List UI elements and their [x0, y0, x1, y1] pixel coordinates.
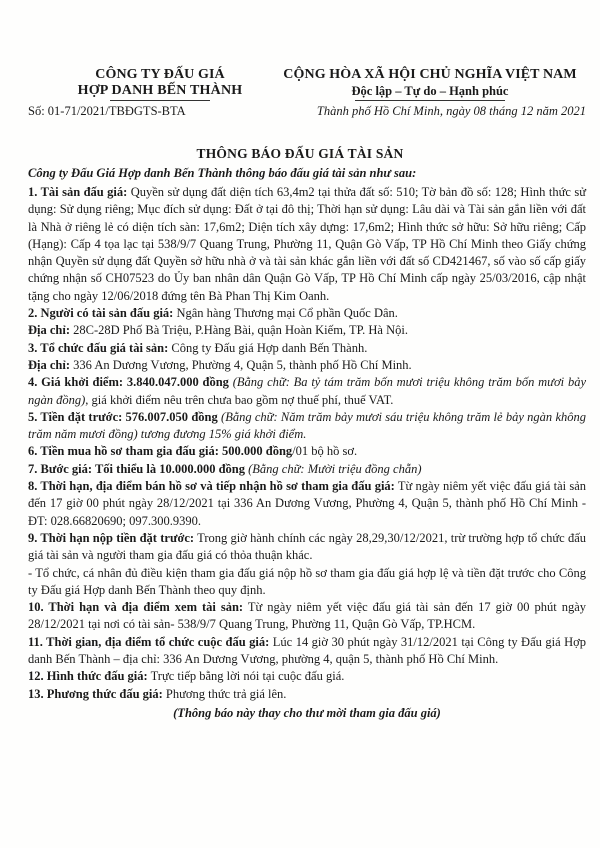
national-motto: Độc lập – Tự do – Hạnh phúc — [351, 84, 509, 98]
section-11-label: 11. Thời gian, địa điểm tổ chức cuộc đấu giá: — [28, 634, 270, 649]
section-5-words: (Bằng chữ: Năm trăm bảy mươi sáu triệu không trăm lẻ bảy ngàn không trăm năm mươi đồng) tương đương 15% giá khởi điểm. — [28, 409, 586, 442]
section-13-label: 13. Phương thức đấu giá: — [28, 686, 163, 701]
section-7-words: (Bằng chữ: Mười triệu đồng chẵn) — [245, 461, 422, 476]
section-2-label: 2. Người có tài sản đấu giá: — [28, 306, 174, 321]
notice-body — [28, 184, 586, 722]
section-7-bid-step — [28, 461, 586, 478]
section-6-label: 6. Tiền mua hồ sơ tham gia đấu giá: 500.000 đồng — [28, 444, 293, 459]
document-number: Số: 01-71/2021/TBĐGTS-BTA — [28, 104, 186, 118]
section-4-label: 4. Giá khởi điểm: 3.840.047.000 đồng — [28, 375, 229, 390]
section-1-asset — [28, 184, 586, 305]
place-and-date: Thành phố Hồ Chí Minh, ngày 08 tháng 12 năm 2021 — [316, 104, 586, 118]
section-2-owner — [28, 305, 586, 322]
footer-note: (Thông báo này thay cho thư mời tham gia đấu giá) — [173, 705, 441, 720]
section-4-starting-price — [28, 374, 586, 409]
section-5-label: 5. Tiền đặt trước: 576.007.050 đồng — [28, 409, 218, 424]
section-10-viewing — [28, 599, 586, 634]
section-1-label: 1. Tài sản đấu giá: — [28, 185, 128, 199]
section-3-address-text: 336 An Dương Vương, Phường 4, Quận 5, thành phố Hồ Chí Minh. — [70, 357, 412, 372]
organization-name-line1: CÔNG TY ĐẤU GIÁ — [95, 67, 225, 82]
section-9-text: Trong giờ hành chính các ngày 28,29,30/12/2021, trừ trường hợp tổ chức đấu giá tài sản và người tham gia đấu giá có thỏa thuận khác. — [28, 530, 587, 563]
organization-name-line2: HỢP DANH BẾN THÀNH — [77, 83, 243, 98]
section-1-text: Quyền sử dụng đất diện tích 63,4m2 tại thửa đất số: 510; Tờ bản đồ số: 128; Hình thức sử dụng: Sử dụng riêng; Mục đích sử dụng: Đất ở tại đô thị; Thời hạn sử dụng: Lâu dài và Tài sản gắn liền với đất là Nhà ở riêng lẻ có diện tích sàn: 17,6m2; Diện tích xây dựng: 17,6m2; Hình thức sở hữu: Sở hữu riêng; Cấp (Hạng): Cấp 4 tọa lạc tại 538/9/7 Quang Trung, Phường 11, Quận Gò Vấp, TP Hồ Chí Minh theo Giấy chứng nhận Quyền sử dụng đất Quyền sở hữu nhà ở và tài sản khác gắn liền với đất số CD421467, số vào số cấp giấy chứng nhận số CH07523 do Ủy ban nhân dân Quận Gò Vấp, TP Hồ Chí Minh cấp ngày 25/03/2016, cập nhật tặng cho ngày 12/06/2018 đứng tên Bà Phan Thị Kim Oanh. — [28, 185, 586, 303]
section-11-auction-venue — [28, 634, 586, 669]
section-3-organizer — [28, 340, 586, 357]
section-13-auction-method — [28, 686, 586, 703]
section-3-label: 3. Tổ chức đấu giá tài sản: — [28, 340, 169, 355]
section-3-text: Công ty Đấu giá Hợp danh Bến Thành. — [168, 340, 368, 355]
section-2-text: Ngân hàng Thương mại Cổ phần Quốc Dân. — [173, 306, 398, 321]
national-title: CỘNG HÒA XÃ HỘI CHỦ NGHĨA VIỆT NAM — [283, 67, 577, 82]
section-3-address — [28, 357, 586, 374]
section-5-deposit — [28, 409, 586, 444]
section-12-auction-form — [28, 668, 586, 685]
section-6-text: /01 bộ hồ sơ. — [292, 444, 358, 459]
section-4-text: , giá khởi điểm nêu trên chưa bao gồm nợ thuế phí, thuế VAT. — [85, 392, 394, 407]
section-8-label: 8. Thời hạn, địa điểm bán hồ sơ và tiếp nhận hồ sơ tham gia đấu giá: — [28, 479, 395, 494]
national-heading-block — [280, 66, 580, 101]
section-2-address-label: Địa chỉ: — [28, 323, 71, 338]
section-6-file-fee — [28, 443, 586, 460]
section-2-address-text: 28C-28D Phố Bà Triệu, P.Hàng Bài, quận Hoàn Kiếm, TP. Hà Nội. — [70, 323, 408, 338]
section-9-label: 9. Thời hạn nộp tiền đặt trước: — [28, 530, 195, 545]
section-2-address — [28, 322, 586, 339]
organization-underline — [110, 100, 210, 101]
section-9-detail: - Tổ chức, cá nhân đủ điều kiện tham gia đấu giá nộp hồ sơ tham gia đấu giá hợp lệ và tiền đặt trước cho Công ty Đấu giá Hợp danh Bến Thành theo quy định. — [28, 565, 586, 597]
section-4-words: (Bằng chữ: Ba tỷ tám trăm bốn mươi triệu không trăm bốn mươi bảy ngàn đồng) — [28, 375, 586, 407]
section-8-file-sale — [28, 478, 586, 530]
document-title: THÔNG BÁO ĐẤU GIÁ TÀI SẢN — [196, 146, 404, 161]
section-9-deposit-deadline — [28, 530, 586, 565]
motto-underline — [355, 100, 505, 101]
organization-block — [70, 66, 250, 101]
section-8-text: Từ ngày niêm yết việc đấu giá tài sản đến 17 giờ 00 phút ngày 28/12/2021 tại 336 An Dương Vương, Phường 4, Quận 5, thành phố Hồ Chí Minh - ĐT: 028.66820690; 097.300.9390. — [28, 479, 586, 528]
section-3-address-label: Địa chỉ: — [28, 357, 71, 372]
section-12-label: 12. Hình thức đấu giá: — [28, 669, 148, 684]
section-10-text: Từ ngày niêm yết việc đấu giá tài sản đến 17 giờ 00 phút ngày 28/12/2021 tại nơi có tài sản- 538/9/7 Quang Trung, Phường 11, Quận Gò Vấp, TP.HCM. — [28, 600, 587, 632]
section-12-text: Trực tiếp bằng lời nói tại cuộc đấu giá. — [147, 669, 345, 684]
section-7-label: 7. Bước giá: Tối thiểu là 10.000.000 đồng — [28, 461, 245, 476]
section-10-label: 10. Thời hạn và địa điểm xem tài sản: — [28, 600, 244, 615]
intro-line: Công ty Đấu Giá Hợp danh Bến Thành thông báo đấu giá tài sản như sau: — [28, 166, 417, 180]
section-11-text: Lúc 14 giờ 30 phút ngày 31/12/2021 tại Công ty Đấu giá Hợp danh Bến Thành – địa chỉ: 336 An Dương Vương, phường 4, quận 5, thành phố Hồ Chí Minh. — [28, 634, 586, 667]
section-13-text: Phương thức trả giá lên. — [162, 686, 287, 701]
